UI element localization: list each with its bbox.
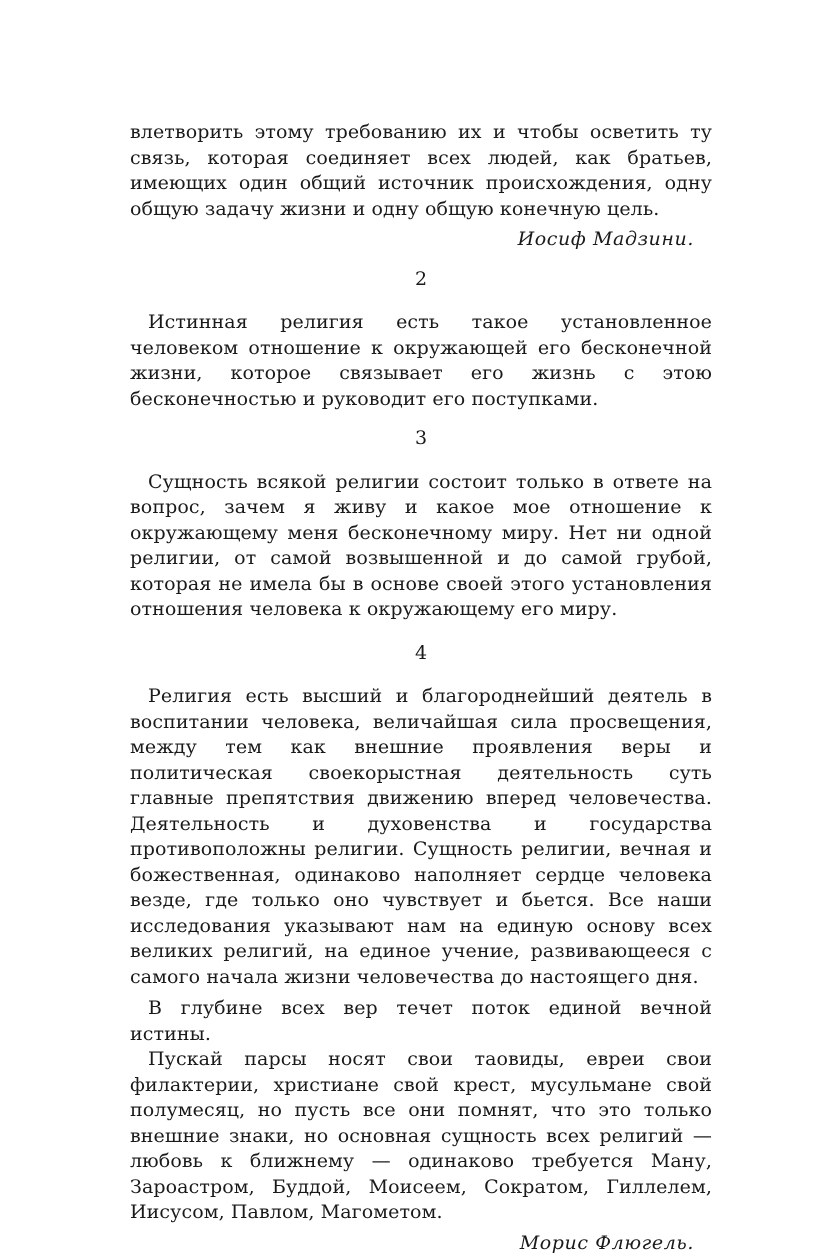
paragraph-2-text: Истинная религия есть такое установленное человеком отношение к окружающей его бесконечной жизни, которое связывает его жизнь с этою бесконечностью и руководит его поступками. [130, 310, 712, 412]
section-number-4: 4 [130, 641, 712, 667]
paragraph-4-truth: В глубине всех вер течет поток единой вечной истины. [130, 996, 712, 1047]
author-signature-mazzini: Иосиф Мадзини. [130, 227, 694, 253]
paragraph-1-text: влетворить этому требованию их и чтобы осветить ту связь, которая соединяет всех людей, как братьев, имеющих один общий источник происхождения, одну общую задачу жизни и одну общую конечную цель. [130, 120, 712, 222]
paragraph-4-text: Религия есть высший и благороднейший деятель в воспитании человека, величайшая сила просвещения, между тем как внешние проявления веры и политическая своекорыстная деятельность суть главные препятствия движению вперед человечества. Деятельность и духовенства и государства противоположны религии. Сущность религии, вечная и божественная, одинаково наполняет сердце человека везде, где только оно чувствует и бьется. Все наши исследования указывают нам на единую основу всех великих религий, на единое учение, развивающееся с самого начала жизни человечества до настоящего дня. [130, 684, 712, 990]
section-number-2: 2 [130, 267, 712, 293]
author-signature-flugel: Морис Флюгель. [130, 1231, 694, 1256]
paragraph-4-symbols: Пускай парсы носят свои таовиды, евреи свои филактерии, христиане свой крест, мусульмане свой полумесяц, но пусть все они помнят, что это только внешние знаки, но основная сущность всех религий — любовь к ближнему — одинаково требуется Ману, Зароастром, Буддой, Моисеем, Сократом, Гиллелем, Иисусом, Павлом, Магометом. [130, 1047, 712, 1226]
book-page [130, 120, 712, 1256]
section-number-3: 3 [130, 426, 712, 452]
paragraph-3-text: Сущность всякой религии состоит только в ответе на вопрос, зачем я живу и какое мое отношение к окружающему меня бесконечному миру. Нет ни одной религии, от самой возвышенной и до самой грубой, которая не имела бы в основе своей этого установления отношения человека к окружающему его миру. [130, 470, 712, 623]
